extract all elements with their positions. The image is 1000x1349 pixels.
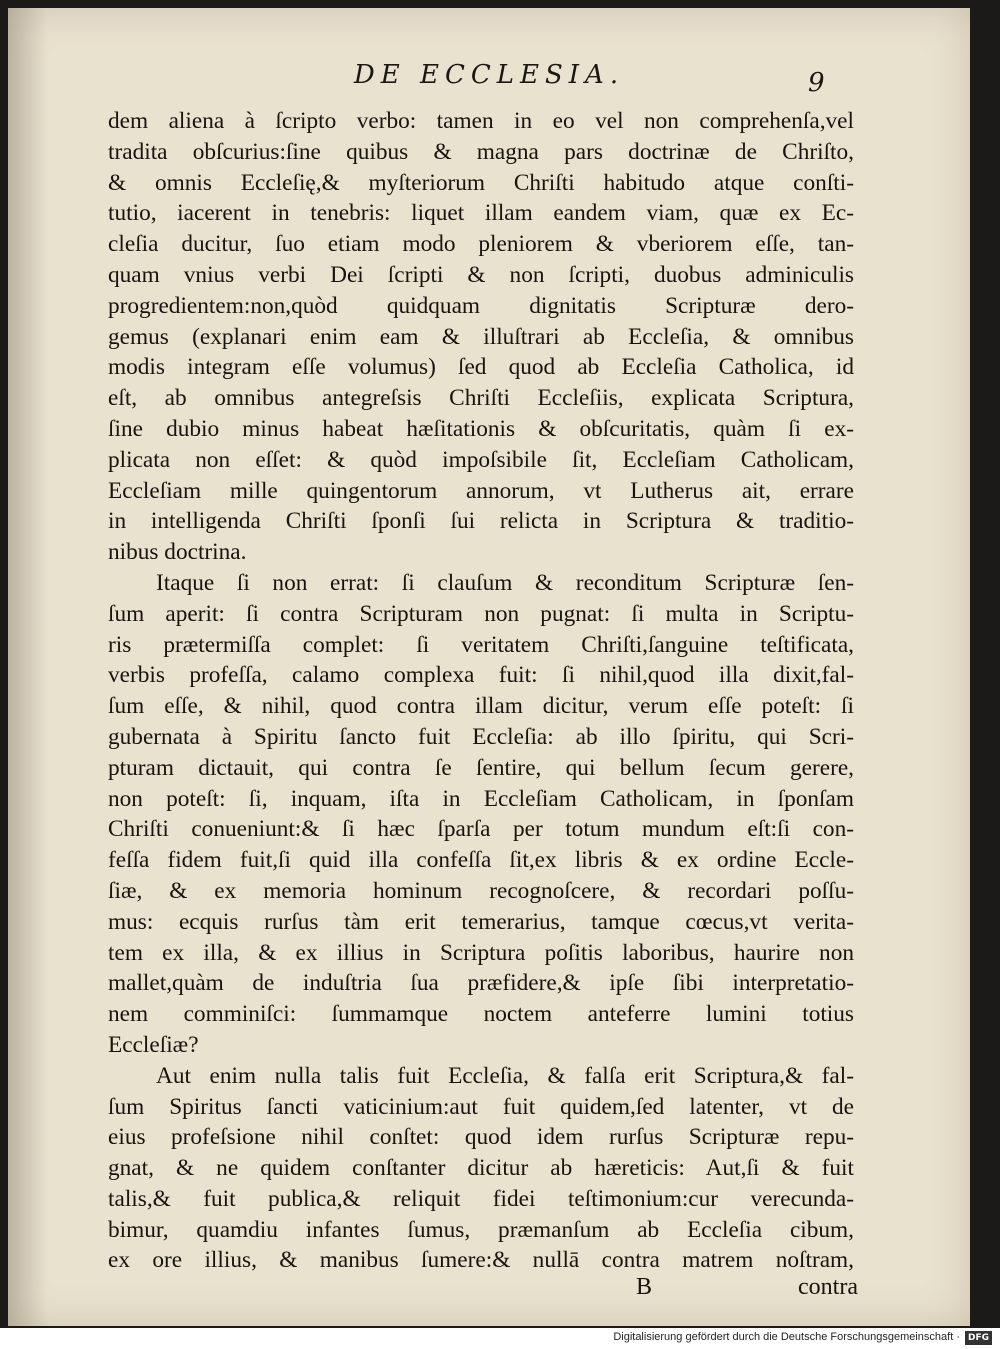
body-text [108, 106, 854, 1276]
text-line: bimur, quamdiu infantes ſumus, præmanſum ab Eccleſia cibum, [108, 1216, 854, 1243]
digitization-credit-bar [0, 1328, 1000, 1349]
page-number: 9 [808, 68, 825, 98]
text-line: in intelligenda Chriſti ſponſi ſui relicta in Scriptura & traditio- [108, 508, 854, 535]
text-line: mus: ecquis rurſus tàm erit temerarius, tamque cœcus,vt verita- [108, 908, 854, 935]
text-line: verbis profeſſa, calamo complexa fuit: ſi nihil,quod illa dixit,fal- [108, 662, 854, 689]
text-line: dem aliena à ſcripto verbo: tamen in eo vel non comprehenſa,vel [108, 108, 854, 134]
text-line: progredientem:non,quòd quidquam dignitatis Scripturæ dero- [108, 292, 854, 319]
text-line: ſum aperit: ſi contra Scripturam non pugnat: ſi multa in Scriptu- [108, 600, 854, 627]
digitization-credit: Digitalisierung gefördert durch die Deutsche Forschungsgemeinschaft · [613, 1331, 960, 1343]
text-line: plicata non eſſet: & quòd impoſsibile ſit, Eccleſiam Catholicam, [108, 446, 854, 473]
text-line: non poteſt: ſi, inquam, iſta in Eccleſiam Catholicam, in ſponſam [108, 785, 854, 812]
text-line: ſum eſſe, & nihil, quod contra illam dicitur, verum eſſe poteſt: ſi [108, 693, 854, 720]
running-head: DE ECCLESIA. [353, 60, 625, 90]
text-line: nibus doctrina. [108, 539, 247, 566]
text-line: ſiæ, & ex memoria hominum recognoſcere, & recordari poſſu- [108, 877, 854, 904]
text-line: eius profeſsione nihil conſtet: quod idem rurſus Scripturæ repu- [108, 1124, 854, 1151]
text-line: gnat, & ne quidem conſtanter dicitur ab hæreticis: Aut,ſi & fuit [108, 1155, 854, 1182]
text-line: modis integram eſſe volumus) ſed quod ab Eccleſia Catholica, id [108, 354, 854, 381]
text-line: tem ex illa, & ex illius in Scriptura poſitis laboribus, haurire non [108, 939, 854, 966]
text-line: eſt, ab omnibus antegreſsis Chriſti Eccleſiis, explicata Scriptura, [108, 385, 854, 412]
signature-mark: B [636, 1274, 653, 1300]
text-line: Aut enim nulla talis fuit Eccleſia, & falſa erit Scriptura,& fal- [156, 1062, 854, 1089]
text-line: Chriſti conueniunt:& ſi hæc ſparſa per totum mundum eſt:ſi con- [108, 816, 854, 843]
text-line: gubernata à Spiritu ſancto fuit Eccleſia: ab illo ſpiritu, qui Scri- [108, 723, 854, 750]
text-line: ſum Spiritus ſancti vaticinium:aut fuit quidem,ſed latenter, vt de [108, 1093, 854, 1120]
text-line: & omnis Eccleſię,& myſteriorum Chriſti habitudo atque conſti- [108, 169, 854, 196]
text-line: tradita obſcurius:ſine quibus & magna pars doctrinæ de Chriſto, [108, 138, 854, 165]
text-line: nem comminiſci: ſummamque noctem anteferre lumini totius [108, 1001, 854, 1028]
text-line: quam vnius verbi Dei ſcripti & non ſcripti, duobus adminiculis [108, 261, 854, 288]
dfg-logo-icon: DFG [965, 1331, 992, 1345]
text-line: Itaque ſi non errat: ſi clauſum & reconditum Scripturæ ſen- [156, 569, 854, 596]
text-line: gemus (explanari enim eam & illuſtrari ab Eccleſia, & omnibus [108, 323, 854, 350]
text-line: Eccleſiæ? [108, 1031, 199, 1058]
text-line: talis,& fuit publica,& reliquit fidei teſtimonium:cur verecunda- [108, 1185, 854, 1212]
text-line: cleſia ducitur, ſuo etiam modo pleniorem & vberiorem eſſe, tan- [108, 231, 854, 258]
book-page [8, 8, 970, 1326]
catchword: contra [798, 1274, 858, 1300]
text-line: ris prætermiſſa complet: ſi veritatem Chriſti,ſanguine teſtificata, [108, 631, 854, 658]
page-gutter-shadow [8, 8, 48, 1326]
text-line: ſine dubio minus habeat hæſitationis & obſcuritatis, quàm ſi ex- [108, 415, 854, 442]
text-line: mallet,quàm de induſtria ſua præfidere,& ipſe ſibi interpretatio- [108, 970, 854, 997]
text-line: Eccleſiam mille quingentorum annorum, vt Lutherus ait, errare [108, 477, 854, 504]
text-line: feſſa fidem fuit,ſi quid illa confeſſa ſit,ex libris & ex ordine Eccle- [108, 847, 854, 874]
text-line: tutio, iacerent in tenebris: liquet illam eandem viam, quæ ex Ec- [108, 200, 854, 227]
text-line: ex ore illius, & manibus ſumere:& nullā contra matrem noſtram, [108, 1247, 854, 1274]
text-line: pturam dictauit, qui contra ſe ſentire, qui bellum ſecum gerere, [108, 754, 854, 781]
